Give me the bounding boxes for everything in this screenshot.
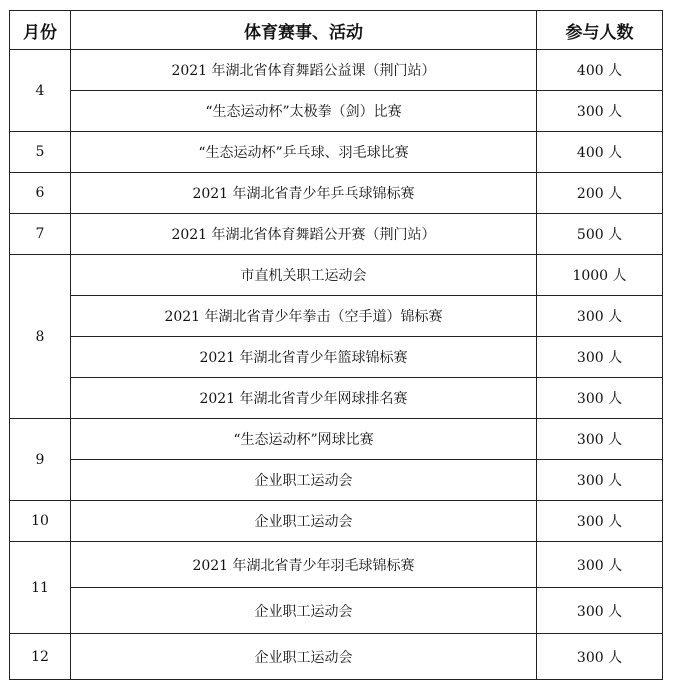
people-cell: 300 人 xyxy=(537,588,663,634)
header-event: 体育赛事、活动 xyxy=(71,11,537,50)
table-row xyxy=(10,542,663,588)
month-cell: 11 xyxy=(10,542,71,634)
people-cell: 400 人 xyxy=(537,50,663,91)
month-cell: 6 xyxy=(10,173,71,214)
event-cell: 企业职工运动会 xyxy=(71,588,537,634)
event-cell: 企业职工运动会 xyxy=(71,634,537,680)
people-cell: 300 人 xyxy=(537,337,663,378)
month-cell: 8 xyxy=(10,255,71,419)
table-row xyxy=(10,501,663,542)
table-row xyxy=(10,419,663,460)
event-cell: 2021 年湖北省青少年篮球锦标赛 xyxy=(71,337,537,378)
people-cell: 300 人 xyxy=(537,296,663,337)
event-cell: “生态运动杯”乒乓球、羽毛球比赛 xyxy=(71,132,537,173)
event-cell: 企业职工运动会 xyxy=(71,501,537,542)
people-cell: 500 人 xyxy=(537,214,663,255)
people-cell: 300 人 xyxy=(537,634,663,680)
events-table xyxy=(9,10,663,680)
event-cell: “生态运动杯”太极拳（剑）比赛 xyxy=(71,91,537,132)
month-cell: 12 xyxy=(10,634,71,680)
table-row xyxy=(10,460,663,501)
table-row xyxy=(10,91,663,132)
event-cell: 企业职工运动会 xyxy=(71,460,537,501)
table-row xyxy=(10,132,663,173)
event-cell: “生态运动杯”网球比赛 xyxy=(71,419,537,460)
table-row xyxy=(10,255,663,296)
month-cell: 4 xyxy=(10,50,71,132)
month-cell: 9 xyxy=(10,419,71,501)
table-row xyxy=(10,634,663,680)
table-row xyxy=(10,50,663,91)
event-cell: 2021 年湖北省体育舞蹈公开赛（荆门站） xyxy=(71,214,537,255)
people-cell: 300 人 xyxy=(537,419,663,460)
table-row xyxy=(10,296,663,337)
event-cell: 2021 年湖北省体育舞蹈公益课（荆门站） xyxy=(71,50,537,91)
people-cell: 300 人 xyxy=(537,501,663,542)
table-row xyxy=(10,337,663,378)
table-row xyxy=(10,588,663,634)
people-cell: 300 人 xyxy=(537,460,663,501)
event-cell: 市直机关职工运动会 xyxy=(71,255,537,296)
event-cell: 2021 年湖北省青少年网球排名赛 xyxy=(71,378,537,419)
table-row xyxy=(10,173,663,214)
people-cell: 1000 人 xyxy=(537,255,663,296)
month-cell: 10 xyxy=(10,501,71,542)
table-row xyxy=(10,214,663,255)
header-people: 参与人数 xyxy=(537,11,663,50)
table-row xyxy=(10,378,663,419)
event-cell: 2021 年湖北省青少年羽毛球锦标赛 xyxy=(71,542,537,588)
event-cell: 2021 年湖北省青少年乒乓球锦标赛 xyxy=(71,173,537,214)
events-table-container xyxy=(9,10,663,680)
people-cell: 300 人 xyxy=(537,542,663,588)
event-cell: 2021 年湖北省青少年拳击（空手道）锦标赛 xyxy=(71,296,537,337)
people-cell: 200 人 xyxy=(537,173,663,214)
people-cell: 300 人 xyxy=(537,378,663,419)
month-cell: 7 xyxy=(10,214,71,255)
header-month: 月份 xyxy=(10,11,71,50)
people-cell: 400 人 xyxy=(537,132,663,173)
people-cell: 300 人 xyxy=(537,91,663,132)
header-row xyxy=(10,11,663,50)
month-cell: 5 xyxy=(10,132,71,173)
